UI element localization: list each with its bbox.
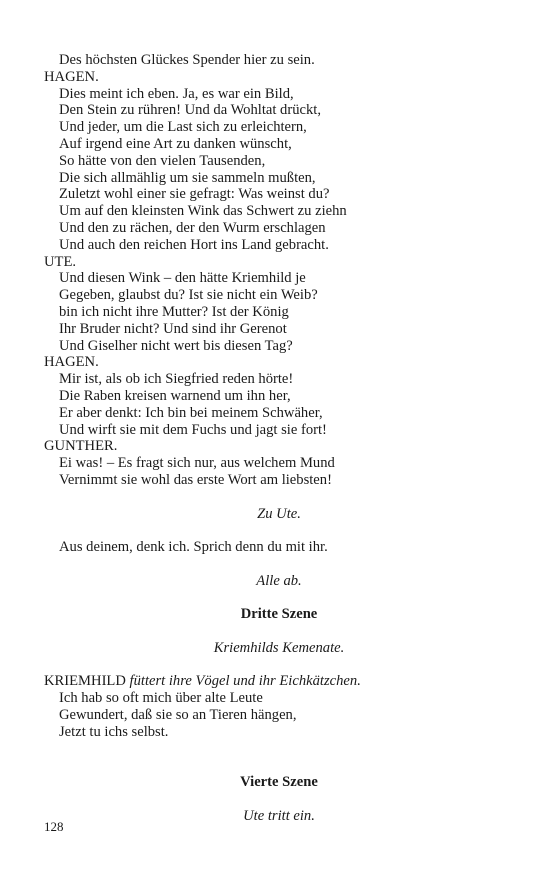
- verse-line: Vernimmt sie wohl das erste Wort am liebsten!: [59, 471, 332, 488]
- speaker-name: UTE.: [44, 253, 77, 270]
- speaker-kriemhild: [44, 673, 514, 690]
- scene-title-vierte-szene: Vierte Szene: [240, 774, 318, 791]
- verse-line: So hätte von den vielen Tausenden,: [59, 152, 266, 169]
- scene-setting: Kriemhilds Kemenate.: [213, 639, 345, 656]
- verse-line: Aus deinem, denk ich. Sprich denn du mit ihr.: [59, 539, 328, 556]
- verse-line: Ei was! – Es fragt sich nur, aus welchem Mund: [59, 455, 335, 472]
- spacer: [44, 657, 514, 674]
- dialogue-block-2: [44, 690, 514, 740]
- stage-direction-zu-ute: Zu Ute.: [257, 505, 301, 522]
- verse-line: Und den zu rächen, der den Wurm erschlagen: [59, 219, 326, 236]
- verse-line: bin ich nicht ihre Mutter? Ist der König: [59, 303, 289, 320]
- spacer: [44, 741, 514, 758]
- speaker-name: HAGEN.: [44, 354, 99, 371]
- verse-line: Jetzt tu ichs selbst.: [59, 723, 169, 740]
- spacer: [44, 757, 514, 774]
- stage-direction-alle-ab: Alle ab.: [256, 572, 302, 589]
- speaker-name: GUNTHER.: [44, 438, 118, 455]
- speaker-name: HAGEN.: [44, 68, 99, 85]
- spacer: [44, 556, 514, 573]
- verse-line: Und wirft sie mit dem Fuchs und jagt sie fort!: [59, 421, 327, 438]
- dialogue-block-1: [44, 52, 514, 489]
- verse-line: Des höchsten Glückes Spender hier zu sein.: [59, 52, 315, 68]
- verse-line: Und jeder, um die Last sich zu erleichtern,: [59, 119, 307, 136]
- spacer: [44, 623, 514, 640]
- spacer: [44, 590, 514, 607]
- verse-line: Und Giselher nicht wert bis diesen Tag?: [59, 337, 293, 354]
- stage-direction-ute-tritt-ein: Ute tritt ein.: [243, 807, 315, 824]
- verse-line: Die sich allmählig um sie sammeln mußten,: [59, 169, 316, 186]
- spacer: [44, 522, 514, 539]
- page-text: [44, 52, 514, 825]
- page-number: 128: [44, 819, 64, 834]
- verse-line: Dies meint ich eben. Ja, es war ein Bild,: [59, 85, 294, 102]
- speaker-name: KRIEMHILD: [44, 673, 126, 690]
- verse-line: Gewundert, daß sie so an Tieren hängen,: [59, 707, 297, 724]
- verse-line: Und diesen Wink – den hätte Kriemhild je: [59, 270, 306, 287]
- verse-line: Gegeben, glaubst du? Ist sie nicht ein Weib?: [59, 287, 318, 304]
- stage-direction-inline: füttert ihre Vögel und ihr Eichkätzchen.: [129, 673, 361, 690]
- scene-title-dritte-szene: Dritte Szene: [240, 606, 318, 623]
- spacer: [44, 489, 514, 506]
- verse-line: Ich hab so oft mich über alte Leute: [59, 690, 263, 707]
- verse-line: Auf irgend eine Art zu danken wünscht,: [59, 135, 292, 152]
- verse-line: Mir ist, als ob ich Siegfried reden hörte!: [59, 371, 294, 388]
- verse-line: Die Raben kreisen warnend um ihn her,: [59, 387, 291, 404]
- verse-line: Und auch den reichen Hort ins Land gebracht.: [59, 236, 329, 253]
- verse-line: Den Stein zu rühren! Und da Wohltat drückt,: [59, 102, 321, 119]
- spacer: [44, 791, 514, 808]
- verse-line: Ihr Bruder nicht? Und sind ihr Gerenot: [59, 320, 287, 337]
- verse-line: Zuletzt wohl einer sie gefragt: Was weinst du?: [59, 186, 330, 203]
- verse-line: Er aber denkt: Ich bin bei meinem Schwäher,: [59, 404, 323, 421]
- verse-line: Um auf den kleinsten Wink das Schwert zu ziehn: [59, 203, 347, 220]
